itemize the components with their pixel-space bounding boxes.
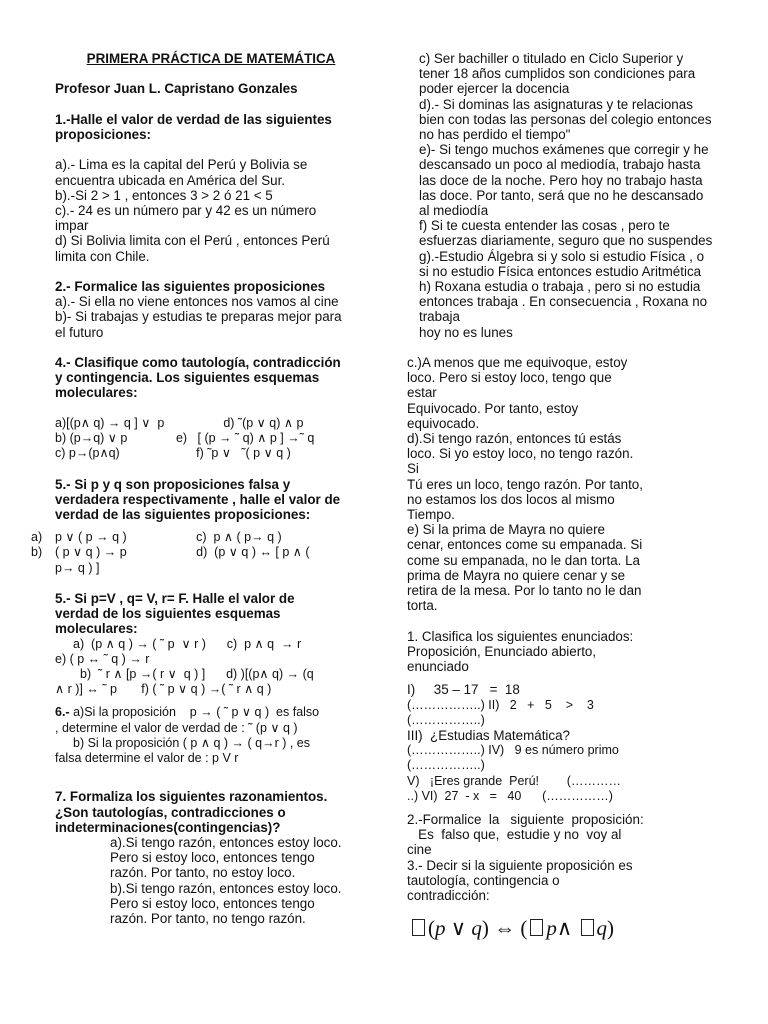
statement-line: ..) VI) 27 - x = 40 (……………) [407, 788, 613, 803]
q5b-heading-2: verdad de los siguientes esquemas [55, 606, 281, 622]
formula-op: ∧ [556, 916, 578, 941]
q5a-heading-2: verdadera respectivamente , halle el valor de [55, 491, 341, 507]
reasoning-line: g).-Estudio Álgebra si y solo si estudio Física , o [419, 248, 705, 264]
reasoning-line: torta. [407, 598, 438, 614]
item-label: a) [31, 530, 43, 545]
formula-var: p [546, 916, 557, 941]
right-column [407, 51, 747, 941]
q5a-item [31, 545, 367, 560]
reasoning-line: loco. Si yo estoy loco, no tengo razón. [407, 446, 634, 462]
q2-line: a).- Si ella no viene entonces nos vamos al cine [55, 294, 339, 310]
formalize-line: Es falso que, estudie y no voy al [407, 827, 622, 843]
reasoning-line: come su empanada, no le dan torta. La [407, 552, 641, 568]
q5b-line: b) ˜ r ∧ [p →( r ∨ q ) ] d) )[(p∧ q) → (q [80, 667, 314, 681]
q1-line: encuentra ubicada en América del Sur. [55, 172, 286, 188]
q5b-heading-3: moleculares: [55, 621, 138, 637]
q5a-item [31, 530, 367, 545]
reasoning-line: Tú eres un loco, tengo razón. Por tanto, [407, 476, 643, 492]
statements-list [407, 682, 747, 804]
reasoning-line: h) Roxana estudia o trabaja , pero si no estudia [419, 279, 701, 295]
q1-line: d) Si Bolivia limita con el Perú , entonces Perú [55, 233, 330, 249]
reasoning-line: Equivocado. Por tanto, estoy [407, 400, 579, 416]
reasoning-line: e)- Si tengo muchos exámenes que corregir y he [419, 142, 709, 158]
reasoning-line: retira de la mesa. Por lo tanto no le dan [407, 583, 642, 599]
q1-heading-2: proposiciones: [55, 126, 151, 142]
q4-line: b) (p→q) ∨ p e) [ (p → ˜ q) ∧ p ] →˜ q [55, 430, 315, 445]
formalize-line: tautología, contingencia o [407, 872, 560, 888]
statement-line: (……………..) [407, 758, 485, 773]
q7-line: Pero si estoy loco, entonces tengo [110, 850, 315, 866]
reasoning-line: Si [407, 461, 419, 477]
statement-line: (……………..) II) 2 + 5 > 3 [407, 697, 594, 712]
left-column [31, 51, 367, 927]
formula-paren: ( [428, 916, 435, 941]
q6-line: falsa determine el valor de : p V r [55, 751, 239, 766]
formalize-line: contradicción: [407, 887, 490, 903]
formula-var: q [471, 916, 482, 941]
q7-line: Pero si estoy loco, entonces tengo [110, 895, 315, 911]
formalize-line: 2.-Formalice la siguiente proposición: [407, 811, 644, 827]
reasoning-line: las doce. Por tanto, será que no he descansado [419, 187, 704, 203]
reasoning-line: descansado un poco al mediodía, trabajo hasta [419, 157, 701, 173]
q1-line: limita con Chile. [55, 248, 150, 264]
reasoning-line: f) Si te cuesta entender las cosas , pero te [419, 218, 670, 234]
formula-op: ∨ [445, 916, 472, 941]
q2-heading: 2.- Formalice las siguientes proposiciones [55, 278, 326, 294]
reasoning-line: esfuerzas diariamente, seguro que no suspendes [419, 233, 713, 249]
formalize-line: cine [407, 842, 432, 858]
q5b-heading-1: 5.- Si p=V , q= V, r= F. Halle el valor de [55, 590, 295, 606]
q1-line: a).- Lima es la capital del Perú y Bolivia se [55, 157, 308, 173]
page-title: PRIMERA PRÁCTICA DE MATEMÁTICA [86, 51, 336, 66]
reasoning-line: prima de Mayra no quiere cenar y se [407, 567, 626, 583]
reasoning-line: trabaja [419, 309, 460, 325]
reasoning-line: hoy no es lunes [419, 324, 513, 340]
q4-heading-1: 4.- Clasifique como tautología, contradicción [55, 354, 341, 370]
item-text: p ∨ ( p → q ) c) p ∧ ( p→ q ) [55, 530, 282, 545]
reasoning-line: tener 18 años cumplidos son condiciones para [419, 66, 696, 82]
formalize-question [407, 812, 747, 903]
statement-line: (……………..) IV) 9 es número primo [407, 743, 619, 758]
missing-glyph-box [412, 919, 425, 936]
q4-heading-2: y contingencia. Los siguientes esquemas [55, 370, 320, 386]
q5b-line: a) (p ∧ q ) → ( ˜ p ∨ r ) c) p ∧ q → r [73, 636, 302, 651]
statement-line: (……………..) [407, 712, 485, 727]
q4-heading-3: moleculares: [55, 385, 138, 401]
reasoning-list-2 [407, 355, 747, 613]
question-5a [31, 476, 367, 576]
q5a-item-cont: p→ q ) ] [55, 560, 100, 575]
q6-line [55, 705, 367, 720]
q6-line: b) Si la proposición ( p ∧ q ) → ( q→r ) , es [73, 735, 310, 750]
reasoning-line: al mediodía [419, 203, 489, 219]
question-7 [55, 789, 367, 926]
q6-line: , determine el valor de verdad de : ˜ (p ∨ q ) [55, 720, 298, 735]
teacher-name: Profesor Juan L. Capristano Gonzales [55, 81, 298, 97]
q2-line: el futuro [55, 324, 104, 340]
reasoning-line: no estamos los dos locos al mismo [407, 491, 615, 507]
formula-var: q [596, 916, 607, 941]
question-2 [55, 279, 367, 340]
question-4 [55, 355, 367, 461]
reasoning-line: loco. Pero si estoy loco, tengo que [407, 370, 612, 386]
reasoning-line: e) Si la prima de Mayra no quiere [407, 522, 605, 538]
reasoning-line: c.)A menos que me equivoque, estoy [407, 355, 628, 371]
logic-formula [407, 915, 747, 941]
q5a-heading-1: 5.- Si p y q son proposiciones falsa y [55, 476, 291, 492]
q4-line: a)[(p∧ q) → q ] ∨ p d) ˜(p ∨ q) ∧ p [55, 415, 304, 430]
q1-line: impar [55, 218, 89, 234]
q2-line: b)- Si trabajas y estudias te preparas mejor para [55, 309, 342, 325]
q5a-heading-3: verdad de las siguientes proposiciones: [55, 506, 311, 522]
question-5b [55, 591, 367, 697]
q7-line: a).Si tengo razón, entonces estoy loco. [110, 835, 342, 851]
classify-question [407, 629, 747, 675]
reasoning-line: d).Si tengo razón, entonces tú estás [407, 431, 622, 447]
missing-glyph-box [581, 919, 594, 936]
statement-line: V) ¡Eres grande Perú! (………… [407, 773, 621, 788]
reasoning-line: bien con todas las personas del colegio entonces [419, 111, 712, 127]
q7-heading-1: 7. Formaliza los siguientes razonamientos. [55, 789, 328, 805]
missing-glyph-box [530, 919, 543, 936]
q5b-line: e) ( p ↔ ˜ q ) → r [55, 651, 150, 666]
formula-var: p [435, 916, 446, 941]
q7-line: b).Si tengo razón, entonces estoy loco. [110, 880, 342, 896]
reasoning-line: las doce de la noche. Pero hoy no trabajo hasta [419, 172, 703, 188]
q7-heading-3: indeterminaciones(contingencias)? [55, 819, 281, 835]
classify-line: Proposición, Enunciado abierto, [407, 643, 597, 659]
question-1 [55, 112, 367, 264]
formula-op: ⇔ ( [488, 916, 528, 941]
item-text: ( p ∨ q ) → p d) (p ∨ q ) ↔ [ p ∧ ( [55, 545, 310, 560]
formula-paren: ) [481, 916, 489, 941]
q6-text: a)Si la proposición p → ( ˜ p ∨ q ) es falso [73, 705, 320, 720]
classify-line: enunciado [407, 659, 469, 675]
reasoning-list [407, 51, 747, 340]
formula-paren: ) [607, 916, 614, 941]
q1-line: b).-Si 2 > 1 , entonces 3 > 2 ó 21 < 5 [55, 187, 273, 203]
q7-line: razón. Por tanto, no tengo razón. [110, 911, 306, 927]
reasoning-line: si no estudio Física entonces estudio Aritmética [419, 263, 702, 279]
statement-line: I) 35 – 17 = 18 [407, 682, 520, 698]
question-6 [55, 705, 367, 766]
item-label: b) [31, 545, 43, 560]
reasoning-line: d).- Si dominas las asignaturas y te relacionas [419, 96, 693, 112]
q7-line: razón. Por tanto, no estoy loco. [110, 865, 296, 881]
reasoning-line: entonces trabaja . En consecuencia , Roxana no [419, 294, 708, 310]
q5b-line: ∧ r )] ↔ ˜ p f) ( ˜ p ∨ q ) →( ˜ r ∧ q ) [55, 682, 272, 697]
q6-number: 6.- [55, 705, 70, 720]
q7-heading-2: ¿Son tautologías, contradicciones o [55, 804, 286, 820]
q1-heading-1: 1.-Halle el valor de verdad de las siguientes [55, 111, 332, 127]
q1-line: c).- 24 es un número par y 42 es un número [55, 202, 317, 218]
formalize-line: 3.- Decir si la siguiente proposición es [407, 857, 633, 873]
reasoning-line: cenar, entonces come su empanada. Si [407, 537, 643, 553]
classify-line: 1. Clasifica los siguientes enunciados: [407, 628, 634, 644]
reasoning-line: no has perdido el tiempo" [419, 127, 571, 143]
reasoning-line: equivocado. [407, 415, 480, 431]
reasoning-line: Tiempo. [407, 507, 455, 523]
statement-line: III) ¿Estudias Matemática? [407, 727, 570, 743]
reasoning-line: c) Ser bachiller o titulado en Ciclo Superior y [419, 51, 684, 66]
q4-line: c) p→(p∧q) f) ˜p ∨ ˜( p ∨ q ) [55, 446, 291, 461]
reasoning-line: poder ejercer la docencia [419, 81, 570, 97]
reasoning-line: estar [407, 385, 437, 401]
